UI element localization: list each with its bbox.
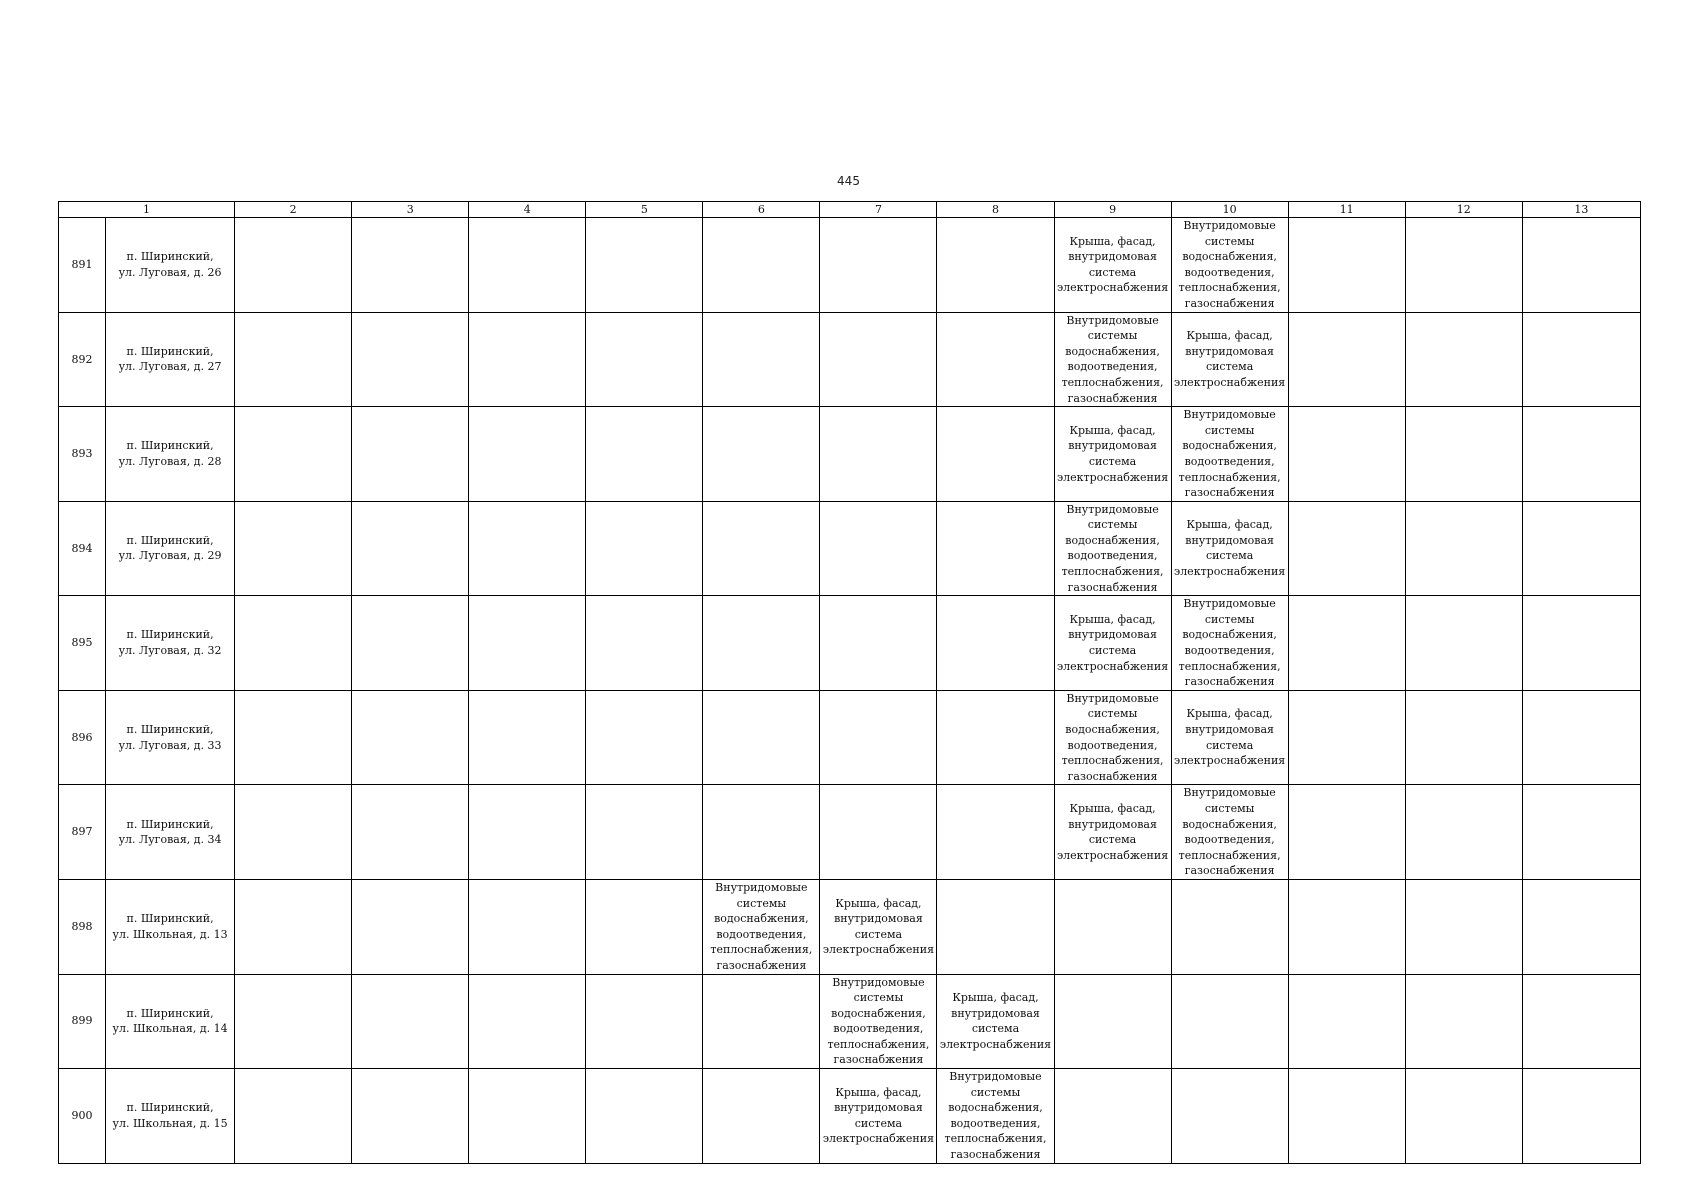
col-2-cell (235, 974, 352, 1069)
col-9-cell (1054, 596, 1171, 691)
col-10-cell (1171, 501, 1288, 596)
row-number-cell (59, 218, 106, 313)
col-13-cell (1522, 596, 1640, 691)
col-10-cell (1171, 1069, 1288, 1164)
col-8-cell-text: Крыша, фасад, внутридомовая система электроснабжения (939, 991, 1052, 1051)
col-9-cell-text: Крыша, фасад, внутридомовая система электроснабжения (1056, 801, 1169, 862)
col-13-cell (1522, 501, 1640, 596)
column-number-header: 3 (352, 202, 469, 218)
col-7-cell (820, 501, 937, 596)
col-3-cell (352, 785, 469, 880)
col-7-cell (820, 312, 937, 407)
col-4-cell (469, 879, 586, 974)
col-5-cell (586, 501, 703, 596)
address-cell (106, 690, 235, 785)
col-6-cell (703, 690, 820, 785)
address-cell-text: п. Ширинский, ул. Луговая, д. 27 (118, 344, 222, 374)
row-number-cell-text: 892 (71, 352, 93, 366)
col-3-cell (352, 1069, 469, 1164)
table-row (59, 312, 1641, 407)
col-12-cell (1405, 407, 1522, 502)
col-13-cell (1522, 218, 1640, 313)
row-number-cell-text: 894 (71, 541, 93, 555)
col-7-cell (820, 785, 937, 880)
col-8-cell (937, 879, 1054, 974)
col-2-cell (235, 596, 352, 691)
address-cell (106, 785, 235, 880)
address-cell (106, 218, 235, 313)
col-11-cell (1288, 785, 1405, 880)
row-number-cell-text: 895 (71, 636, 93, 650)
col-8-cell (937, 1069, 1054, 1164)
col-8-cell (937, 690, 1054, 785)
col-8-cell-text: Внутридомовые системы водоснабжения, водоотведения, теплоснабжения, газоснабжения (944, 1070, 1047, 1162)
col-9-cell-text: Внутридомовые системы водоснабжения, водоотведения, теплоснабжения, газоснабжения (1061, 502, 1164, 594)
col-12-cell (1405, 879, 1522, 974)
col-3-cell (352, 879, 469, 974)
address-cell (106, 879, 235, 974)
address-cell (106, 974, 235, 1069)
col-6-cell (703, 1069, 820, 1164)
col-8-cell (937, 785, 1054, 880)
col-6-cell (703, 596, 820, 691)
address-cell-text: п. Ширинский, ул. Луговая, д. 29 (118, 533, 222, 563)
row-number-cell (59, 1069, 106, 1164)
col-9-cell (1054, 312, 1171, 407)
col-6-cell (703, 312, 820, 407)
col-3-cell (352, 407, 469, 502)
address-cell-text: п. Ширинский, ул. Луговая, д. 32 (118, 628, 222, 658)
col-9-cell (1054, 218, 1171, 313)
address-cell (106, 407, 235, 502)
col-10-cell (1171, 312, 1288, 407)
col-7-cell-text: Крыша, фасад, внутридомовая система электроснабжения (822, 896, 935, 957)
col-13-cell (1522, 785, 1640, 880)
table-row (59, 1069, 1641, 1164)
column-number-header: 13 (1522, 202, 1640, 218)
address-cell-text: п. Ширинский, ул. Луговая, д. 33 (118, 723, 222, 752)
col-10-cell (1171, 879, 1288, 974)
col-13-cell (1522, 1069, 1640, 1164)
col-4-cell (469, 218, 586, 313)
col-5-cell (586, 596, 703, 691)
address-cell-text: п. Ширинский, ул. Луговая, д. 28 (118, 439, 222, 468)
col-8-cell (937, 501, 1054, 596)
col-9-cell (1054, 785, 1171, 880)
col-10-cell (1171, 407, 1288, 502)
col-3-cell (352, 690, 469, 785)
col-6-cell (703, 974, 820, 1069)
col-11-cell (1288, 312, 1405, 407)
col-11-cell (1288, 974, 1405, 1069)
row-number-cell-text: 900 (71, 1109, 93, 1123)
col-7-cell-text: Внутридомовые системы водоснабжения, водоотведения, теплоснабжения, газоснабжения (827, 975, 930, 1067)
col-10-cell (1171, 218, 1288, 313)
col-7-cell (820, 1069, 937, 1164)
col-12-cell (1405, 596, 1522, 691)
col-7-cell (820, 690, 937, 785)
column-number-header: 1 (59, 202, 235, 218)
row-number-cell (59, 407, 106, 502)
col-11-cell (1288, 218, 1405, 313)
address-cell-text: п. Ширинский, ул. Луговая, д. 26 (118, 250, 222, 279)
col-2-cell (235, 218, 352, 313)
col-3-cell (352, 218, 469, 313)
col-3-cell (352, 312, 469, 407)
table-row (59, 218, 1641, 313)
col-10-cell-text: Внутридомовые системы водоснабжения, водоотведения, теплоснабжения, газоснабжения (1178, 597, 1281, 689)
col-10-cell-text: Крыша, фасад, внутридомовая система электроснабжения (1174, 518, 1286, 579)
col-5-cell (586, 690, 703, 785)
col-5-cell (586, 218, 703, 313)
col-11-cell (1288, 501, 1405, 596)
address-cell (106, 596, 235, 691)
col-3-cell (352, 974, 469, 1069)
col-13-cell (1522, 879, 1640, 974)
col-6-cell (703, 218, 820, 313)
address-cell (106, 1069, 235, 1164)
col-11-cell (1288, 596, 1405, 691)
table-row (59, 407, 1641, 502)
row-number-cell (59, 785, 106, 880)
col-6-cell-text: Внутридомовые системы водоснабжения, водоотведения, теплоснабжения, газоснабжения (710, 880, 813, 972)
column-number-header: 5 (586, 202, 703, 218)
col-8-cell (937, 218, 1054, 313)
col-5-cell (586, 879, 703, 974)
address-cell-text: п. Ширинский, ул. Школьная, д. 14 (112, 1006, 228, 1036)
table-row (59, 785, 1641, 880)
column-number-header: 10 (1171, 202, 1288, 218)
col-2-cell (235, 690, 352, 785)
row-number-cell-text: 893 (71, 447, 93, 461)
col-5-cell (586, 1069, 703, 1164)
col-5-cell (586, 785, 703, 880)
table-row (59, 690, 1641, 785)
col-11-cell (1288, 407, 1405, 502)
row-number-cell (59, 312, 106, 407)
col-7-cell (820, 407, 937, 502)
page-number: 445 (837, 174, 860, 188)
col-2-cell (235, 407, 352, 502)
col-2-cell (235, 879, 352, 974)
column-number-header: 4 (469, 202, 586, 218)
row-number-cell (59, 596, 106, 691)
col-12-cell (1405, 501, 1522, 596)
col-10-cell (1171, 974, 1288, 1069)
col-7-cell (820, 218, 937, 313)
col-10-cell-text: Крыша, фасад, внутридомовая система электроснабжения (1174, 707, 1286, 768)
address-cell (106, 501, 235, 596)
col-10-cell-text: Внутридомовые системы водоснабжения, водоотведения, теплоснабжения, газоснабжения (1178, 408, 1281, 500)
row-number-cell (59, 690, 106, 785)
col-3-cell (352, 501, 469, 596)
col-5-cell (586, 407, 703, 502)
col-9-cell (1054, 1069, 1171, 1164)
column-number-header: 8 (937, 202, 1054, 218)
address-cell-text: п. Ширинский, ул. Луговая, д. 34 (118, 817, 222, 847)
col-8-cell (937, 407, 1054, 502)
col-11-cell (1288, 879, 1405, 974)
col-7-cell (820, 879, 937, 974)
column-number-header: 9 (1054, 202, 1171, 218)
col-4-cell (469, 690, 586, 785)
col-6-cell (703, 879, 820, 974)
col-5-cell (586, 312, 703, 407)
row-number-cell (59, 974, 106, 1069)
col-8-cell (937, 596, 1054, 691)
table-row (59, 974, 1641, 1069)
col-9-cell-text: Внутридомовые системы водоснабжения, водоотведения, теплоснабжения, газоснабжения (1061, 691, 1164, 783)
col-9-cell-text: Крыша, фасад, внутридомовая система электроснабжения (1056, 612, 1169, 673)
row-number-cell (59, 501, 106, 596)
col-3-cell (352, 596, 469, 691)
col-2-cell (235, 312, 352, 407)
col-6-cell (703, 407, 820, 502)
col-9-cell (1054, 407, 1171, 502)
col-12-cell (1405, 974, 1522, 1069)
col-10-cell (1171, 596, 1288, 691)
col-9-cell (1054, 501, 1171, 596)
col-13-cell (1522, 407, 1640, 502)
column-number-header: 2 (235, 202, 352, 218)
address-cell (106, 312, 235, 407)
col-9-cell-text: Крыша, фасад, внутридомовая система электроснабжения (1056, 423, 1169, 484)
row-number-cell-text: 897 (71, 825, 93, 839)
table-row (59, 596, 1641, 691)
col-8-cell (937, 974, 1054, 1069)
col-10-cell (1171, 690, 1288, 785)
row-number-cell-text: 896 (71, 730, 93, 744)
column-number-header: 7 (820, 202, 937, 218)
table-row (59, 501, 1641, 596)
address-cell-text: п. Ширинский, ул. Школьная, д. 13 (112, 912, 228, 941)
col-4-cell (469, 974, 586, 1069)
col-13-cell (1522, 312, 1640, 407)
col-9-cell (1054, 879, 1171, 974)
col-13-cell (1522, 690, 1640, 785)
col-4-cell (469, 501, 586, 596)
address-cell-text: п. Ширинский, ул. Школьная, д. 15 (112, 1101, 228, 1130)
col-4-cell (469, 407, 586, 502)
col-11-cell (1288, 1069, 1405, 1164)
col-7-cell-text: Крыша, фасад, внутридомовая система электроснабжения (822, 1085, 935, 1146)
col-5-cell (586, 974, 703, 1069)
col-9-cell (1054, 974, 1171, 1069)
col-7-cell (820, 974, 937, 1069)
col-2-cell (235, 785, 352, 880)
col-10-cell-text: Внутридомовые системы водоснабжения, водоотведения, теплоснабжения, газоснабжения (1178, 786, 1281, 878)
col-9-cell-text: Внутридомовые системы водоснабжения, водоотведения, теплоснабжения, газоснабжения (1061, 313, 1164, 405)
col-4-cell (469, 785, 586, 880)
col-6-cell (703, 501, 820, 596)
col-12-cell (1405, 218, 1522, 313)
column-number-header: 6 (703, 202, 820, 218)
row-number-cell-text: 899 (71, 1014, 93, 1028)
row-number-cell (59, 879, 106, 974)
col-8-cell (937, 312, 1054, 407)
col-13-cell (1522, 974, 1640, 1069)
column-number-header-row (59, 202, 1641, 218)
col-10-cell-text: Крыша, фасад, внутридомовая система электроснабжения (1174, 329, 1286, 389)
col-12-cell (1405, 785, 1522, 880)
col-11-cell (1288, 690, 1405, 785)
col-12-cell (1405, 312, 1522, 407)
col-4-cell (469, 312, 586, 407)
col-9-cell (1054, 690, 1171, 785)
col-9-cell-text: Крыша, фасад, внутридомовая система электроснабжения (1056, 234, 1169, 295)
row-number-cell-text: 898 (71, 919, 93, 933)
col-4-cell (469, 596, 586, 691)
column-number-header: 12 (1405, 202, 1522, 218)
column-number-header: 11 (1288, 202, 1405, 218)
col-2-cell (235, 501, 352, 596)
col-7-cell (820, 596, 937, 691)
col-10-cell-text: Внутридомовые системы водоснабжения, водоотведения, теплоснабжения, газоснабжения (1178, 219, 1281, 310)
table-row (59, 879, 1641, 974)
repair-schedule-table (58, 201, 1641, 1164)
row-number-cell-text: 891 (71, 257, 93, 271)
col-4-cell (469, 1069, 586, 1164)
col-12-cell (1405, 690, 1522, 785)
col-12-cell (1405, 1069, 1522, 1164)
col-6-cell (703, 785, 820, 880)
col-2-cell (235, 1069, 352, 1164)
col-10-cell (1171, 785, 1288, 880)
